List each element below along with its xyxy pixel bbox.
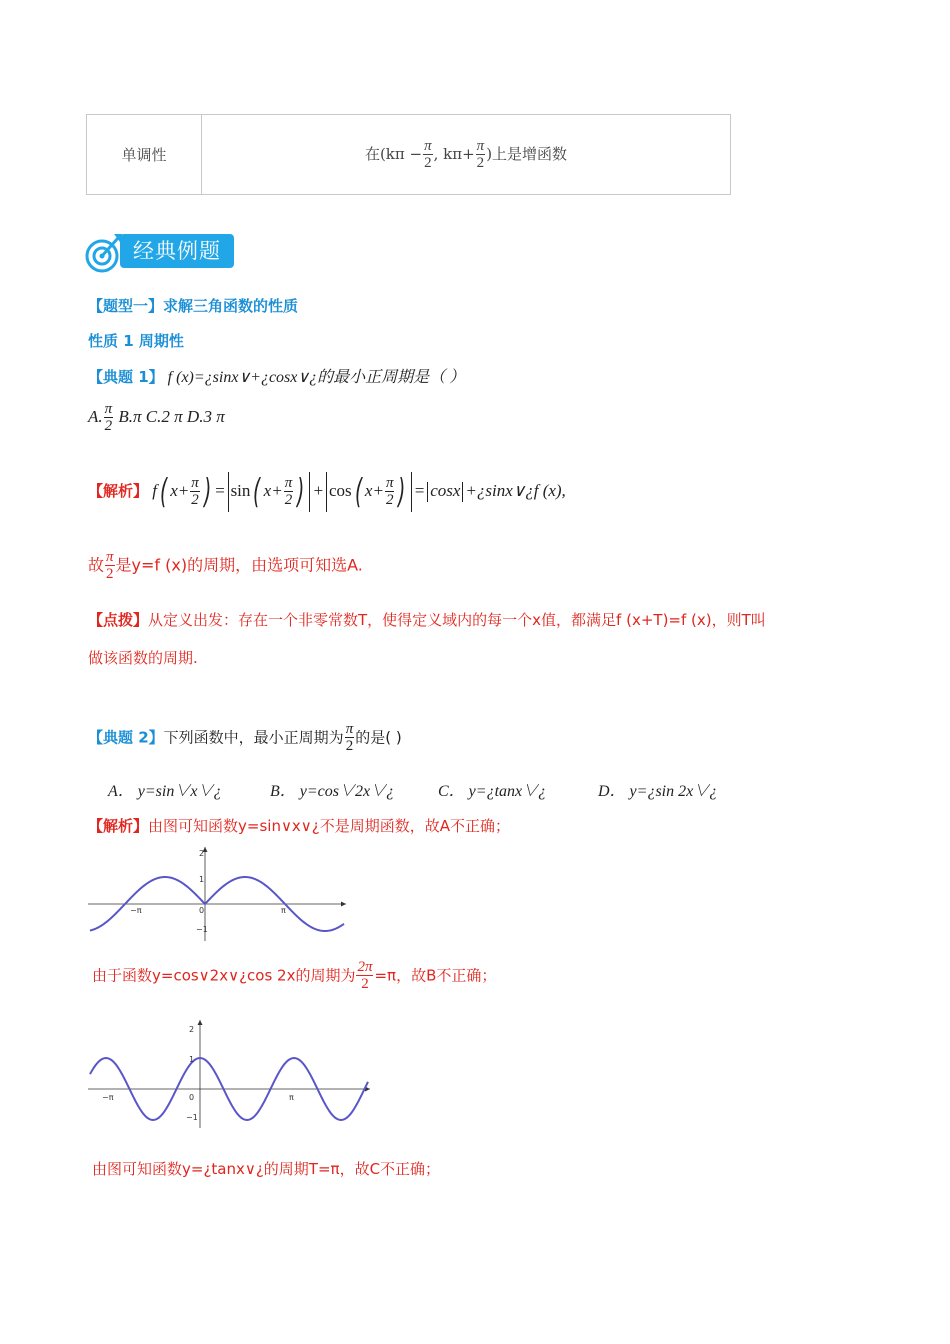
property-table	[86, 114, 731, 195]
example1-question	[88, 364, 465, 387]
table-frac2: $\frac{\pi}{2}$	[476, 137, 485, 171]
graph2-xnpi: −π	[102, 1093, 114, 1102]
graph1-y1: 1	[199, 875, 205, 884]
table-value	[202, 115, 731, 195]
example1-tag: 【典题 1】	[88, 368, 164, 386]
graph2-xpi: π	[289, 1093, 294, 1102]
heading-property-1: 性质 1 周期性	[88, 332, 184, 350]
example2-question: 【典题 2】下列函数中，最小正周期为 $\frac{\pi}{2}$ 的是( )	[88, 721, 402, 754]
graph2-y2: 2	[189, 1025, 195, 1034]
table-value-post: )上是增函数	[486, 144, 568, 163]
graph1-xpi: π	[281, 906, 286, 915]
example1-option-a-frac: $\frac{\pi}{2}$	[104, 401, 113, 434]
graph-cos-2x	[88, 1018, 374, 1128]
target-icon	[84, 230, 124, 274]
graph2-ym1: −1	[186, 1113, 198, 1122]
graph2-y0: 0	[189, 1093, 195, 1102]
example1-tip-tag: 【点拨】	[88, 611, 149, 629]
example2-option-a: A． y=sin∨x∨¿	[108, 783, 222, 800]
example2-analysis-a: 【解析】由图可知函数y=sin∨x∨¿不是周期函数，故A不正确；	[88, 817, 511, 835]
example2-analysis-tag: 【解析】	[88, 817, 149, 835]
example2-tag: 【典题 2】	[88, 728, 164, 747]
example1-question-text: f (x)=¿sinx∨+¿cosx∨¿的最小正周期是（ ）	[163, 369, 466, 386]
graph1-xnpi: −π	[130, 906, 142, 915]
graph1-ym1: −1	[196, 925, 208, 934]
table-value-pre: 在(kπ −	[364, 144, 423, 163]
graph1-y0: 0	[199, 906, 205, 915]
table-value-mid: , kπ+	[433, 144, 475, 163]
table-frac1: $\frac{\pi}{2}$	[424, 137, 432, 171]
example2-option-c: C． y=¿tanx∨¿	[438, 783, 547, 800]
graph-sin-abs-x	[88, 845, 350, 941]
example1-analysis: 【解析】 f( x+ $\frac{\pi}{2}$ ) = sin( x+ $\frac{\pi}{2}$ ) + cos( x+ $\frac{\pi}{2}$ ) = cosx +¿sinx∨¿f (x),	[88, 472, 566, 512]
example1-tip: 【点拨】从定义出发：存在一个非零常数T，使得定义域内的每一个x值，都满足f (x+T)=f (x)，则T叫	[88, 611, 766, 629]
example2-option-d: D． y=¿sin 2x∨¿	[598, 783, 718, 800]
graph2-y1: 1	[189, 1055, 195, 1064]
example1-tip-cont: 做该函数的周期.	[88, 649, 198, 667]
heading-type-1: 【题型一】求解三角函数的性质	[88, 297, 299, 315]
example2-option-b: B． y=cos∨2x∨¿	[270, 783, 395, 800]
example1-analysis-tag: 【解析】	[88, 481, 149, 500]
section-title: 经典例题	[120, 234, 234, 268]
graph1-y2: 2	[199, 849, 205, 858]
example2-analysis-c: 由图可知函数y=¿tanx∨¿的周期T=π，故C不正确；	[92, 1160, 441, 1178]
example2-analysis-b: 由于函数y=cos∨2x∨¿cos 2x的周期为 $\frac{2\pi}{2}$ =π，故B不正确；	[92, 959, 497, 992]
example1-conclusion: 故 $\frac{\pi}{2}$ 是y=f (x)的周期，由选项可知选A.	[88, 549, 363, 582]
table-label: 单调性	[87, 115, 202, 195]
example1-options: A. $\frac{\pi}{2}$ B.π C.2 π D.3 π	[88, 401, 225, 434]
